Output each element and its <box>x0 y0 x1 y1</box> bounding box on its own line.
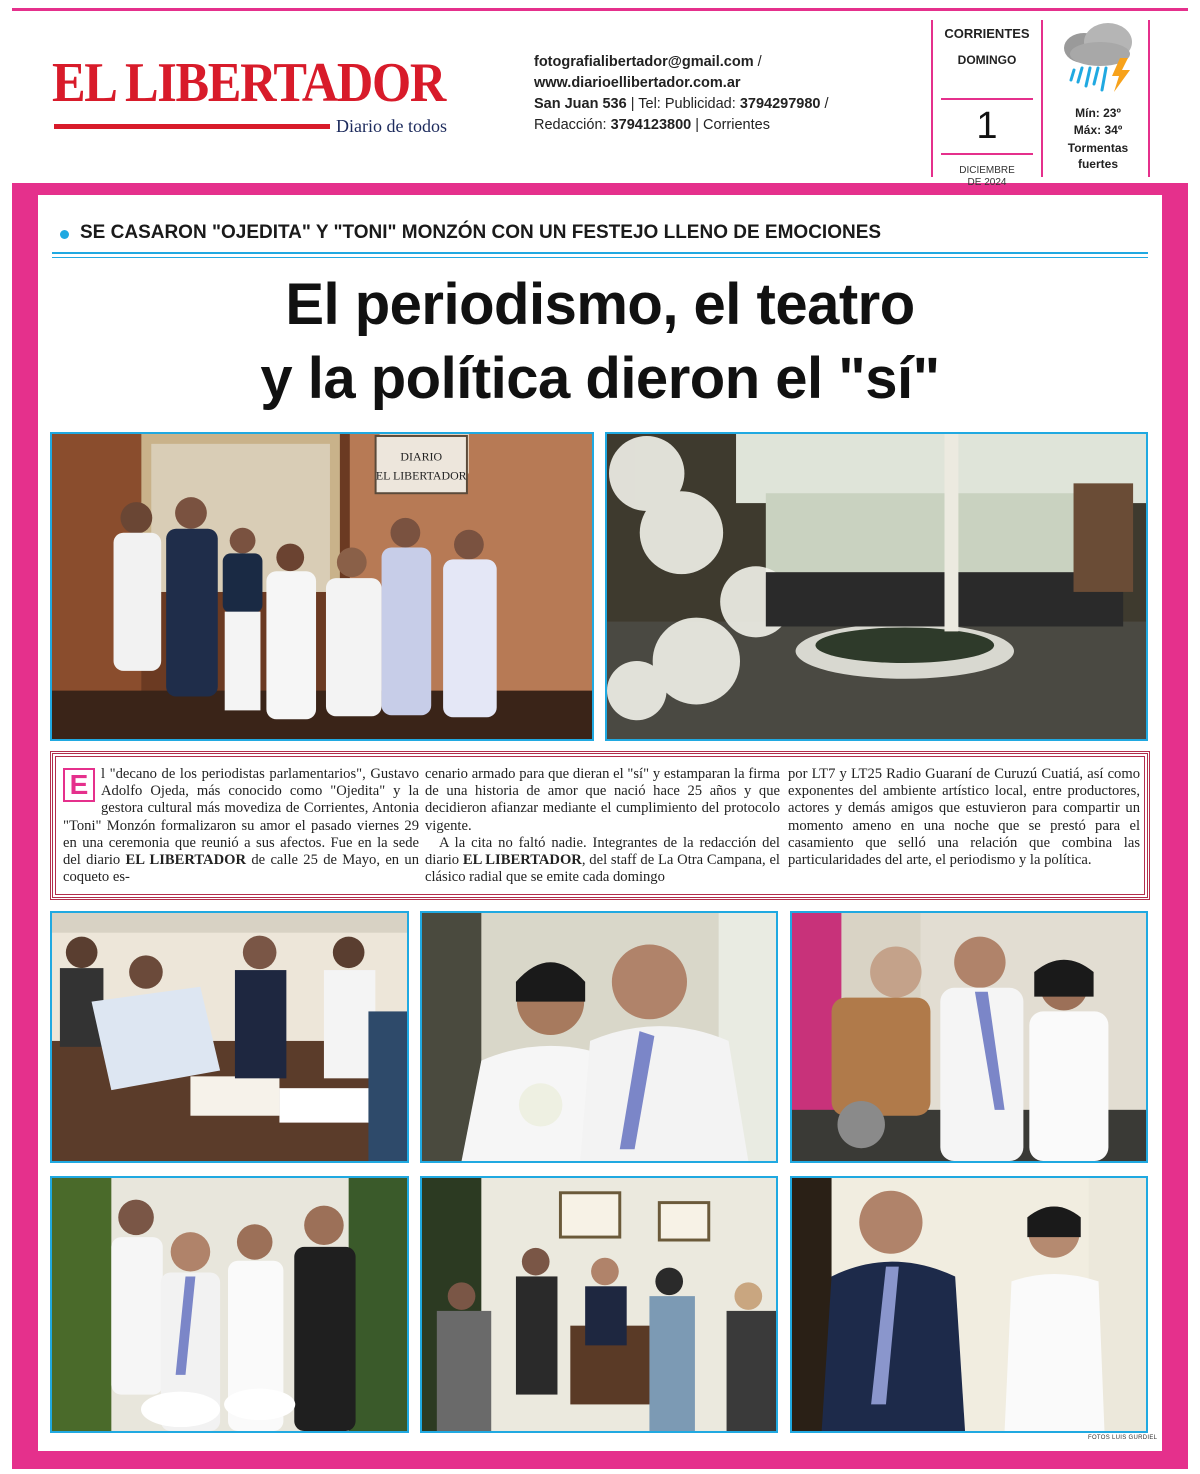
date-divider <box>941 153 1033 155</box>
headline-line: El periodismo, el teatro <box>285 272 915 337</box>
col1-text-end: de calle 25 de Mayo, en un coqueto es- <box>63 852 419 886</box>
contact-city: | Corrientes <box>691 117 770 133</box>
photo-image <box>422 913 776 1161</box>
headline <box>52 268 1148 416</box>
article-column-1 <box>63 766 419 886</box>
frame-left-border <box>12 195 38 1469</box>
newspaper-logo <box>52 52 456 138</box>
storm-cloud-icon <box>1054 20 1140 96</box>
photo-patio-celebration <box>605 432 1148 741</box>
photo-image <box>52 1178 407 1431</box>
date-month <box>933 165 1041 189</box>
weather-min: Mín: 23º <box>1075 106 1121 120</box>
weather-box <box>1048 20 1150 177</box>
kicker-rule <box>52 257 1148 258</box>
col2-paragraph-2 <box>425 835 780 887</box>
kicker-text: SE CASARON "OJEDITA" Y "TONI" MONZÓN CON UN FESTEJO LLENO DE EMOCIONES <box>80 222 882 243</box>
sign-text: EL LIBERTADOR <box>375 468 467 483</box>
photo-greeting-guests <box>790 911 1148 1163</box>
top-rule <box>12 8 1188 11</box>
frame-bottom-border <box>12 1451 1188 1469</box>
logo-title: EL LIBERTADOR <box>52 52 445 114</box>
photo-image <box>52 913 407 1161</box>
bullet-icon <box>60 230 69 239</box>
contact-info <box>534 52 829 136</box>
sign-text: DIARIO <box>400 449 443 464</box>
contact-website[interactable]: www.diarioellibertador.com.ar <box>534 75 741 91</box>
date-day: 1 <box>976 105 998 147</box>
photo-signing-ceremony <box>50 911 409 1163</box>
date-city: CORRIENTES <box>944 26 1030 41</box>
photo-couple-portrait <box>420 911 778 1163</box>
col1-text: l "decano de los periodistas parlamentarios", Gustavo Adolfo Ojeda, más conocido como "Ojedita" y la gestora cultural más movediza de Corrientes, Antonia "Toni" Monzón formalizaron su amor el pasado viernes 29 en una ceremonia que reunió a sus afectos. Fue en la sede del diario <box>63 766 419 869</box>
photo-credit: FOTOS LUIS GURDIEL <box>1088 1435 1158 1441</box>
photo-couple-with-friends <box>50 1176 409 1433</box>
photo-image <box>422 1178 776 1431</box>
headline-line: y la política dieron el "sí" <box>260 346 940 411</box>
contact-email[interactable]: fotografialibertador@gmail.com <box>534 54 754 70</box>
photo-image <box>607 434 1146 739</box>
article-column-2 <box>425 766 780 886</box>
drop-cap: E <box>63 768 95 802</box>
col3-text: por LT7 y LT25 Radio Guaraní de Curuzú Cuatiá, así como exponentes del ambiente artístico local, entre productores, actores y demás amigos que estuvieron para compartir un momento ameno en una noche que se prestó para el casamiento que selló una relación que combina las particularidades del arte, el periodismo y la política. <box>788 766 1140 869</box>
frame-right-border <box>1162 195 1188 1469</box>
newspaper-name: EL LIBERTADOR <box>462 852 582 869</box>
weather-max: Máx: 34º <box>1073 123 1123 137</box>
weather-condition: Tormentas fuertes <box>1067 141 1129 171</box>
date-weekday: DOMINGO <box>957 53 1017 67</box>
contact-address: San Juan 536 <box>534 96 627 112</box>
photo-registry-room <box>420 1176 778 1433</box>
contact-tel-newsroom: 3794123800 <box>610 117 692 133</box>
col2-p2-end: , del staff de La Otra Campana, el clásico radial que se emite cada domingo <box>425 852 780 886</box>
photo-image <box>792 913 1146 1161</box>
col2-p2-start: A la cita no faltó nadie. Integrantes de la redacción del diario <box>425 834 780 869</box>
contact-tel-ads: 3794297980 <box>739 96 821 112</box>
photo-group-at-entrance <box>50 432 594 741</box>
date-box <box>931 20 1043 188</box>
newspaper-name: EL LIBERTADOR <box>125 852 247 869</box>
contact-newsroom-label: Redacción: <box>534 117 611 133</box>
photo-image <box>792 1178 1146 1431</box>
logo-tagline: Diario de todos <box>336 116 447 136</box>
date-divider <box>941 98 1033 100</box>
article-body <box>50 751 1150 900</box>
date-month-name: DICIEMBRE <box>959 165 1015 176</box>
contact-sep: / <box>753 54 762 70</box>
logo-underline <box>54 124 330 129</box>
date-year: DE 2024 <box>967 177 1007 188</box>
kicker-rule <box>52 252 1148 254</box>
contact-sep: / <box>820 96 829 112</box>
photo-bride-and-groom <box>790 1176 1148 1433</box>
photo-image <box>52 434 592 739</box>
article-column-3 <box>788 766 1140 869</box>
col2-text: cenario armado para que dieran el "sí" y estamparan la firma de una historia de amor que nació hace 25 años y que decidieron afianzar mediante el cumplimiento del protocolo vigente. <box>425 766 780 834</box>
contact-tel-label: | Tel: Publicidad: <box>626 96 740 112</box>
